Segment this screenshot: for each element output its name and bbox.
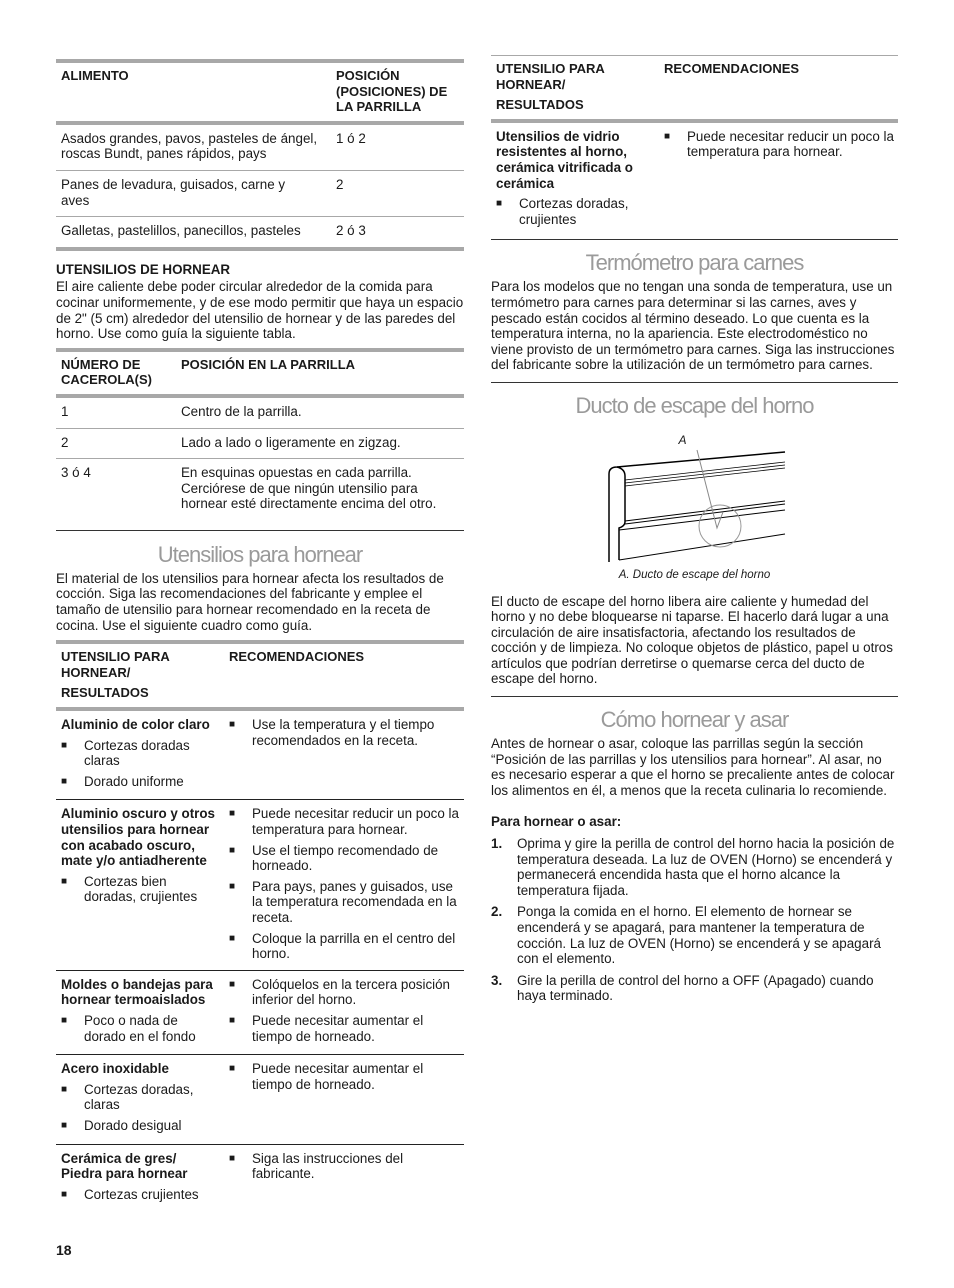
callout-label: A (678, 432, 687, 447)
bakeware-subheading: UTENSILIOS DE HORNEAR (56, 261, 231, 277)
step-text: Ponga la comida en el horno. El elemento de hornear se encenderá y se apagará, para mantener la temperatura de cocción. La luz de OVEN (Horno) se encenderá y se apagará con el elemento. (517, 904, 881, 967)
table-row (56, 1144, 464, 1212)
step-text: Gire la perilla de control del horno a OFF (Apagado) cuando haya terminado. (517, 972, 874, 1004)
bullet-item (496, 196, 655, 227)
pan-position-table (56, 348, 464, 530)
square-bullet-icon: ■ (61, 1014, 68, 1026)
section-heading-bake-roast: Cómo hornear y asar (600, 707, 789, 733)
header-pans: NÚMERO DE CACEROLA(S) (61, 356, 152, 388)
square-bullet-icon: ■ (229, 1063, 236, 1075)
bullet-item (229, 1013, 460, 1044)
bake-roast-subheading: Para hornear o asar: (491, 814, 622, 830)
table-row (56, 1055, 464, 1144)
bullet-text: Poco o nada de dorado en el fondo (84, 1012, 196, 1044)
bake-roast-paragraph: Antes de hornear o asar, coloque las parrillas según la sección “Posición de las parrillas y los utensilios para hornear”. Al asar, no es necesario esperar a que el horno se precaliente antes de colocar los alimentos en él, a menos que la receta culinaria lo recomiende. (491, 736, 895, 798)
cell: Lado a lado o ligeramente en zigzag. (181, 434, 401, 450)
bullet-item (229, 879, 460, 926)
header-recommendations: RECOMENDACIONES (664, 61, 800, 76)
table-header (491, 56, 898, 121)
step-item (491, 973, 898, 1004)
step-item (491, 904, 898, 966)
bullet-item (61, 874, 220, 905)
bullet-text: Cortezas doradas, crujientes (519, 196, 629, 227)
bullet-text: Puede necesitar aumentar el tiempo de horneado. (252, 1061, 424, 1092)
table-row (56, 123, 464, 171)
header-food: ALIMENTO (61, 68, 129, 83)
square-bullet-icon: ■ (229, 719, 236, 731)
bullet-item (229, 1061, 460, 1092)
bakeware-type: Aluminio de color claro (61, 717, 210, 733)
table-header (56, 642, 464, 709)
bullet-text: Colóquelos en la tercera posición inferior del horno. (252, 976, 451, 1008)
bullet-item (61, 1013, 220, 1044)
bullet-text: Cortezas bien doradas, crujientes (84, 873, 198, 905)
right-column (491, 0, 898, 1004)
square-bullet-icon: ■ (664, 130, 671, 142)
cell: Asados grandes, pavos, pasteles de ángel, roscas Bundt, panes rápidos, pays (61, 130, 318, 162)
bullet-item (229, 977, 460, 1008)
page-number: 18 (56, 1242, 72, 1259)
header-bakeware: UTENSILIO PARA HORNEAR/ (496, 61, 605, 92)
cell: 3 ó 4 (61, 465, 91, 481)
bullet-text: Cortezas doradas, claras (84, 1081, 194, 1113)
section-heading-vent: Ducto de escape del horno (575, 392, 814, 418)
bakeware-type: Moldes o bandejas para hornear termoaislados (61, 976, 213, 1008)
cell: En esquinas opuestas en cada parrilla. Cerciórese de que ningún utensilio para hornear esté directamente encima del otro. (181, 465, 437, 512)
vent-figure (595, 434, 795, 564)
bakeware-table-continued (491, 55, 898, 237)
header-results: RESULTADOS (61, 685, 149, 701)
bakeware-type: Acero inoxidable (61, 1061, 169, 1077)
table-row (56, 800, 464, 970)
bullet-text: Cortezas doradas claras (84, 737, 190, 769)
cell: Panes de levadura, guisados, carne y aves (61, 176, 286, 208)
cell: 1 (61, 403, 69, 419)
step-item (491, 836, 898, 898)
bullet-text: Puede necesitar reducir un poco la temperatura para hornear. (252, 806, 459, 837)
bullet-text: Siga las instrucciones del fabricante. (252, 1150, 404, 1182)
oven-vent-illustration (595, 434, 795, 564)
bullet-text: Coloque la parrilla en el centro del horno. (252, 930, 456, 962)
table-row (56, 170, 464, 216)
square-bullet-icon: ■ (229, 978, 236, 990)
header-bakeware: UTENSILIO PARA HORNEAR/ (61, 649, 170, 680)
square-bullet-icon: ■ (496, 198, 503, 210)
cell: 1 ó 2 (336, 130, 366, 146)
divider (56, 530, 464, 531)
steps-list (491, 836, 898, 1004)
cell: Galletas, pastelillos, panecillos, pasteles (61, 223, 301, 239)
divider (491, 696, 898, 697)
square-bullet-icon: ■ (61, 1119, 68, 1131)
bullet-text: Use el tiempo recomendado de horneado. (252, 842, 439, 874)
bakeware-type: Utensilios de vidrio resistentes al horno, cerámica vitrificada o cerámica (496, 128, 633, 191)
step-number: 1. (491, 836, 503, 852)
bullet-item (229, 717, 460, 748)
header-rack-position: POSICIÓN (POSICIONES) DE LA PARRILLA (336, 68, 448, 115)
bakeware-table (56, 640, 464, 1212)
table-row (56, 970, 464, 1054)
square-bullet-icon: ■ (61, 1083, 68, 1095)
divider (491, 382, 898, 383)
vent-paragraph: El ducto de escape del horno libera aire caliente y humedad del horno y no debe bloquearse ni taparse. El hacerlo dará lugar a una circulación de aire insatisfactoria, afectando los resultados de cocción y de limpieza. No coloque objetos de plástico, papel u otros artículos que podrían derretirse o quemarse cerca del ducto de escape del horno. (491, 593, 893, 687)
section-heading-thermometer: Termómetro para carnes (585, 250, 804, 276)
thermometer-paragraph: Para los modelos que no tengan una sonda de temperatura, use un termómetro para carnes para determinar si las carnes, aves y pescado están cocidos al término deseado. Lo que cuenta es la temperatura interna, no la apariencia. Este electrodoméstico no viene provisto de un termómetro para carnes. Siga las instrucciones del fabricante sobre la utilización de un termómetro para carnes. (491, 279, 895, 373)
step-number: 3. (491, 972, 503, 988)
table-row (56, 709, 464, 800)
left-column (56, 0, 464, 1288)
cell: Centro de la parrilla. (181, 403, 302, 419)
bullet-text: Para pays, panes y guisados, use la temperatura recomendada en la receta. (252, 878, 457, 925)
table-row (56, 217, 464, 249)
rack-position-table (56, 59, 464, 251)
header-results: RESULTADOS (496, 97, 584, 113)
bullet-text: Puede necesitar aumentar el tiempo de horneado. (252, 1012, 424, 1044)
bullet-item (229, 843, 460, 874)
cell: 2 (61, 434, 69, 450)
step-text: Oprima y gire la perilla de control del horno hacia la posición de temperatura deseada. La luz de OVEN (Horno) se encenderá y permanecerá encendida hasta que el horno alcance la temperatura fijada. (517, 836, 895, 898)
square-bullet-icon: ■ (229, 880, 236, 892)
table-row (56, 396, 464, 428)
bullet-item (229, 806, 460, 837)
bakeware-type: Cerámica de gres/ Piedra para hornear (61, 1150, 188, 1182)
bullet-item (664, 129, 894, 160)
table-row (56, 428, 464, 459)
bakeware-type: Aluminio oscuro y otros utensilios para hornear con acabado oscuro, mate y/o antiadherente (61, 806, 216, 869)
cell: 2 ó 3 (336, 223, 366, 239)
table-row (491, 121, 898, 238)
section-heading-bakeware: Utensilios para hornear (157, 541, 363, 567)
square-bullet-icon: ■ (229, 1014, 236, 1026)
bullet-text: Cortezas crujientes (84, 1186, 199, 1202)
square-bullet-icon: ■ (229, 1152, 236, 1164)
table-row (56, 459, 464, 530)
bullet-text: Dorado desigual (84, 1117, 182, 1133)
bakeware-paragraph: El aire caliente debe poder circular alrededor de la comida para cocinar uniformemente, y de ese modo permitir que haya un espacio de 2" (5 cm) alrededor del utensilio de hornear y de las paredes del horno. Use como guía la siguiente tabla. (56, 279, 464, 342)
bullet-text: Use la temperatura y el tiempo recomendados en la receta. (252, 717, 435, 748)
square-bullet-icon: ■ (61, 775, 68, 787)
bullet-item (61, 1187, 220, 1203)
cell: 2 (336, 176, 344, 192)
bullet-item (61, 774, 220, 790)
header-position: POSICIÓN EN LA PARRILLA (181, 356, 356, 372)
bullet-text: Puede necesitar reducir un poco la temperatura para hornear. (687, 128, 894, 160)
square-bullet-icon: ■ (61, 1188, 68, 1200)
bullet-item (61, 1118, 220, 1134)
bakeware-intro: El material de los utensilios para hornear afecta los resultados de cocción. Siga las recomendaciones del fabricante y emplee el tamaño de utensilio para hornear recomendado en la receta de cocina. Use el siguiente cuadro como guía. (56, 570, 444, 633)
header-recommendations: RECOMENDACIONES (229, 649, 365, 665)
figure-caption: A. Ducto de escape del horno (618, 568, 771, 581)
bullet-item (229, 1151, 460, 1182)
step-number: 2. (491, 904, 503, 920)
square-bullet-icon: ■ (61, 875, 68, 887)
bullet-text: Dorado uniforme (84, 773, 184, 789)
bullet-item (229, 931, 460, 962)
bullet-item (61, 738, 220, 769)
square-bullet-icon: ■ (229, 808, 236, 820)
square-bullet-icon: ■ (229, 844, 236, 856)
square-bullet-icon: ■ (61, 739, 68, 751)
bullet-item (61, 1082, 220, 1113)
divider (491, 239, 898, 240)
square-bullet-icon: ■ (229, 932, 236, 944)
